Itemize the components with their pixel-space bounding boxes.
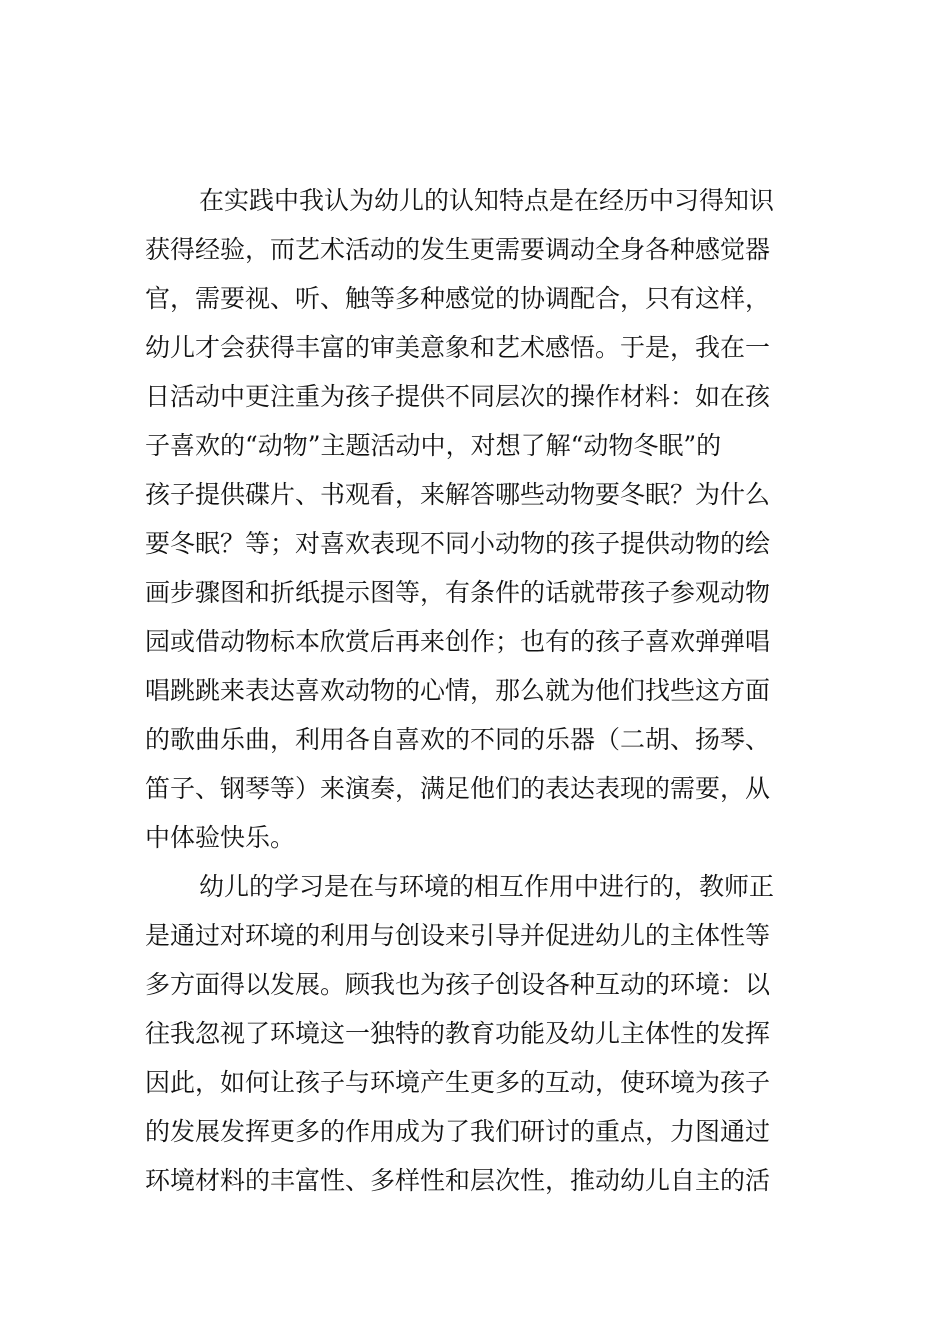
text-line: 孩子提供碟片、书观看，来解答哪些动物要冬眠？为什么: [145, 480, 771, 509]
text-line: 在实践中我认为幼儿的认知特点是在经历中习得知识: [199, 186, 775, 215]
text-line: 唱跳跳来表达喜欢动物的心情，那么就为他们找些这方面: [145, 676, 771, 705]
text-line: 的歌曲乐曲，利用各自喜欢的不同的乐器（二胡、扬琴、: [145, 725, 771, 754]
text-line: 官，需要视、听、触等多种感觉的协调配合，只有这样，: [145, 284, 771, 313]
text-line: 要冬眠？等；对喜欢表现不同小动物的孩子提供动物的绘: [145, 529, 771, 558]
text-line: 获得经验，而艺术活动的发生更需要调动全身各种感觉器: [145, 235, 771, 264]
text-line: 幼儿才会获得丰富的审美意象和艺术感悟。于是，我在一: [145, 333, 771, 362]
paragraph: [145, 862, 807, 1205]
paragraph: [145, 176, 807, 862]
text-line: 环境材料的丰富性、多样性和层次性，推动幼儿自主的活: [145, 1166, 771, 1195]
text-line: 笛子、钢琴等）来演奏，满足他们的表达表现的需要，从: [145, 774, 771, 803]
text-line: 是通过对环境的利用与创设来引导并促进幼儿的主体性等: [145, 921, 771, 950]
text-line: 子喜欢的“动物”主题活动中，对想了解“动物冬眠”的: [145, 431, 722, 460]
text-line: 往我忽视了环境这一独特的教育功能及幼儿主体性的发挥: [145, 1019, 771, 1048]
text-line: 中体验快乐。: [145, 823, 296, 852]
text-line: 日活动中更注重为孩子提供不同层次的操作材料：如在孩: [145, 382, 771, 411]
text-line: 多方面得以发展。顾我也为孩子创设各种互动的环境：以: [145, 970, 771, 999]
text-line: 的发展发挥更多的作用成为了我们研讨的重点，力图通过: [145, 1117, 771, 1146]
text-line: 因此，如何让孩子与环境产生更多的互动，使环境为孩子: [145, 1068, 771, 1097]
body-text: [145, 176, 807, 1205]
text-line: 幼儿的学习是在与环境的相互作用中进行的，教师正: [199, 872, 775, 901]
text-line: 园或借动物标本欣赏后再来创作；也有的孩子喜欢弹弹唱: [145, 627, 771, 656]
text-line: 画步骤图和折纸提示图等，有条件的话就带孩子参观动物: [145, 578, 771, 607]
